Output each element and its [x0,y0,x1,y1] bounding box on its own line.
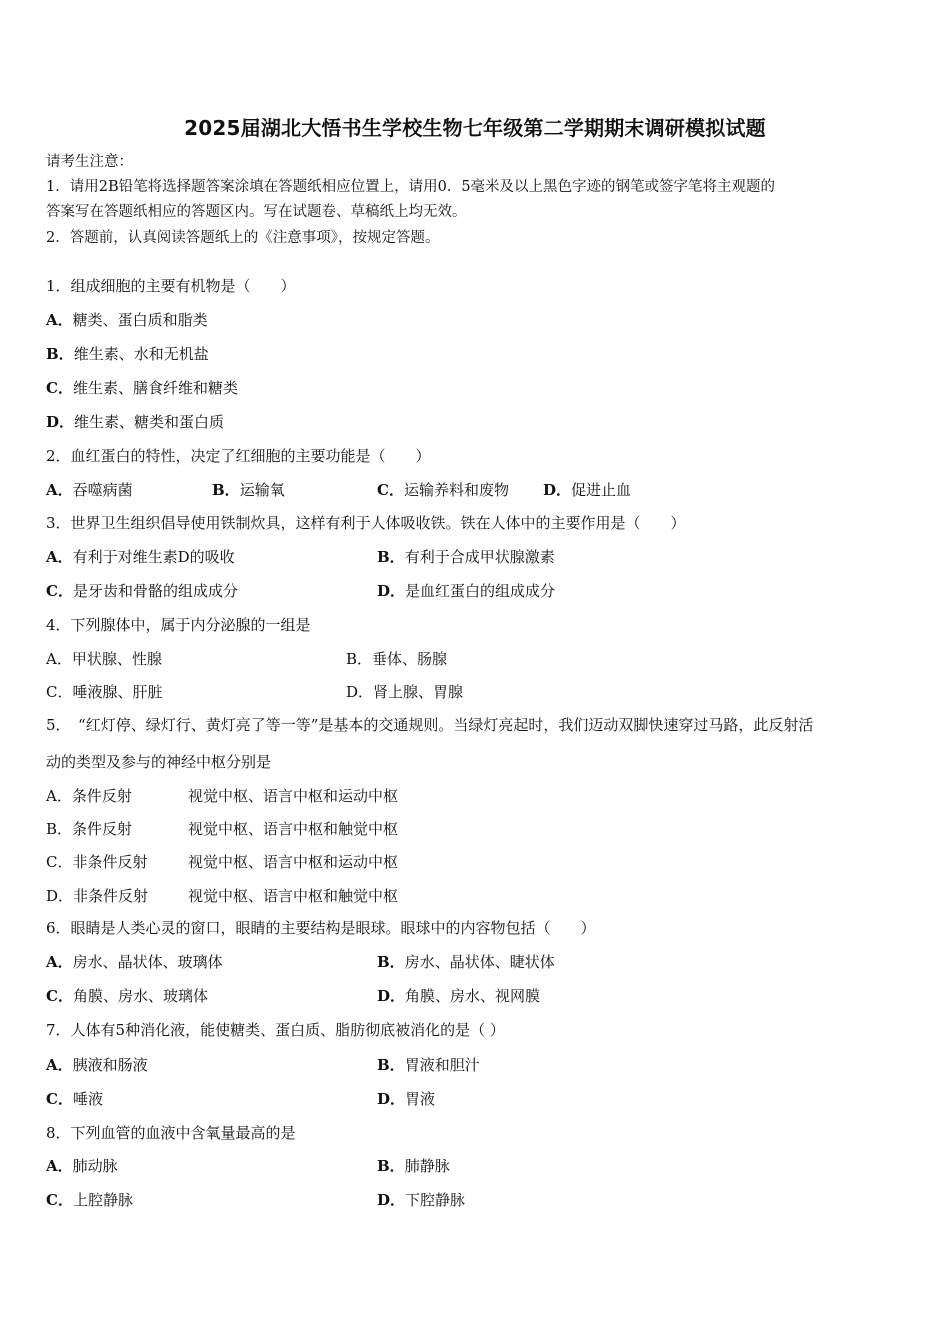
q4-stem: 4．下列腺体中，属于内分泌腺的一组是 [46,616,311,634]
option-label: D． [377,1090,406,1108]
option-text: 房水、晶状体、玻璃体 [72,953,223,971]
option-label: C． [46,853,73,871]
option-label: A． [46,1157,73,1175]
q5-option-c-centers: 视觉中枢、语言中枢和运动中枢 [188,853,399,871]
option-label: D． [377,1191,406,1209]
q4-option-b [346,649,447,669]
option-label: B． [212,481,240,499]
q6-option-a [46,952,223,972]
q8-option-d [377,1190,465,1210]
q3-stem: 3．世界卫生组织倡导使用铁制炊具，这样有利于人体吸收铁。铁在人体中的主要作用是（ ） [46,514,686,532]
q7-option-a [46,1055,148,1075]
q6-option-c [46,986,208,1006]
option-text: 肾上腺、胃腺 [373,683,464,701]
q5-option-b-centers: 视觉中枢、语言中枢和触觉中枢 [188,820,399,838]
option-text: 运输养料和废物 [403,481,509,499]
q2-option-d [543,480,631,500]
q3-option-d [377,581,555,601]
option-text: 是血红蛋白的组成成分 [405,582,556,600]
option-label: A． [46,1056,73,1074]
option-text: 下腔静脉 [405,1191,466,1209]
q2-option-a [46,480,133,500]
notice-line-3: 2．答题前，认真阅读答题纸上的《注意事项》，按规定答题。 [46,230,440,246]
option-text: 角膜、房水、玻璃体 [72,987,208,1005]
q7-option-c [46,1089,103,1109]
notice-line-2: 答案写在答题纸相应的答题区内。写在试题卷、草稿纸上均无效。 [46,204,467,220]
option-label: B． [46,820,73,838]
q1-option-d [46,412,224,432]
option-text: 有利于合成甲状腺激素 [404,548,555,566]
option-text: 促进止血 [571,481,632,499]
q5-option-c [46,852,148,872]
option-type: 非条件反射 [72,853,148,871]
option-label: A． [46,787,72,805]
option-label: C． [377,481,404,499]
option-label: A． [46,650,72,668]
option-text: 运输氧 [239,481,285,499]
q1-option-a [46,310,208,330]
option-text: 胃液 [405,1090,436,1108]
option-label: B． [377,1056,405,1074]
option-text: 有利于对维生素D的吸收 [72,548,235,566]
q5-option-a-centers: 视觉中枢、语言中枢和运动中枢 [188,787,399,805]
option-label: C． [46,987,73,1005]
q6-stem: 6．眼睛是人类心灵的窗口，眼睛的主要结构是眼球。眼球中的内容物包括（ ） [46,919,596,937]
option-text: 维生素、水和无机盐 [73,345,209,363]
q3-option-a [46,547,235,567]
q8-stem: 8．下列血管的血液中含氧量最高的是 [46,1124,296,1142]
q4-option-c [46,682,163,702]
option-label: B． [346,650,373,668]
option-text: 上腔静脉 [72,1191,133,1209]
option-text: 胃液和胆汁 [404,1056,480,1074]
option-label: D． [377,582,406,600]
option-label: A． [46,311,73,329]
q7-option-b [377,1055,480,1075]
option-text: 是牙齿和骨骼的组成成分 [72,582,238,600]
q5-option-d [46,886,148,906]
q5-stem-line-1: 5． “红灯停、绿灯行、黄灯亮了等一等”是基本的交通规则。当绿灯亮起时，我们迈动双脚快速穿过马路，此反射活 [46,716,814,734]
option-text: 糖类、蛋白质和脂类 [72,311,208,329]
option-text: 唾液腺、肝脏 [72,683,163,701]
q5-option-b [46,819,132,839]
option-label: C． [46,379,73,397]
option-label: B． [46,345,74,363]
q1-option-c [46,378,238,398]
option-label: C． [46,683,73,701]
option-type: 条件反射 [72,820,133,838]
option-text: 维生素、糖类和蛋白质 [74,413,225,431]
option-label: C． [46,1090,73,1108]
option-text: 维生素、膳食纤维和糖类 [72,379,238,397]
option-text: 角膜、房水、视网膜 [405,987,541,1005]
q8-option-c [46,1190,133,1210]
q2-option-b [212,480,285,500]
q4-option-a [46,649,162,669]
q3-option-b [377,547,555,567]
option-label: B． [377,1157,405,1175]
option-text: 肺动脉 [72,1157,118,1175]
option-text: 胰液和肠液 [72,1056,148,1074]
option-label: B． [377,953,405,971]
option-type: 条件反射 [71,787,132,805]
option-label: C． [46,1191,73,1209]
option-label: D． [346,683,374,701]
option-label: A． [46,481,73,499]
q4-option-d [346,682,463,702]
q8-option-a [46,1156,118,1176]
q2-option-c [377,480,509,500]
option-label: D． [543,481,572,499]
option-text: 肺静脉 [404,1157,450,1175]
q6-option-d [377,986,540,1006]
option-label: D． [377,987,406,1005]
option-label: D． [46,413,75,431]
q5-stem-line-2: 动的类型及参与的神经中枢分别是 [46,753,272,771]
option-label: A． [46,953,73,971]
option-text: 房水、晶状体、睫状体 [404,953,555,971]
q1-stem: 1．组成细胞的主要有机物是（ ） [46,277,296,295]
q5-option-a [46,786,132,806]
option-label: B． [377,548,405,566]
q2-stem: 2．血红蛋白的特性，决定了红细胞的主要功能是（ ） [46,447,431,465]
q3-option-c [46,581,238,601]
q7-stem: 7．人体有5种消化液，能使糖类、蛋白质、脂肪彻底被消化的是（ ） [46,1021,505,1039]
option-text: 垂体、肠腺 [372,650,448,668]
notice-line-1: 1．请用2B铅笔将选择题答案涂填在答题纸相应位置上，请用0．5毫米及以上黑色字迹的钢笔或签字笔将主观题的 [46,179,776,195]
option-label: A． [46,548,73,566]
q5-option-d-centers: 视觉中枢、语言中枢和触觉中枢 [188,887,399,905]
q6-option-b [377,952,555,972]
option-label: C． [46,582,73,600]
notice-heading: 请考生注意： [46,154,133,170]
option-label: D． [46,887,74,905]
q7-option-d [377,1089,435,1109]
q1-option-b [46,344,209,364]
exam-title: 2025届湖北大悟书生学校生物七年级第二学期期末调研模拟试题 [184,116,766,140]
option-text: 甲状腺、性腺 [71,650,162,668]
option-type: 非条件反射 [73,887,149,905]
option-text: 唾液 [72,1090,103,1108]
option-text: 吞噬病菌 [72,481,133,499]
q8-option-b [377,1156,450,1176]
